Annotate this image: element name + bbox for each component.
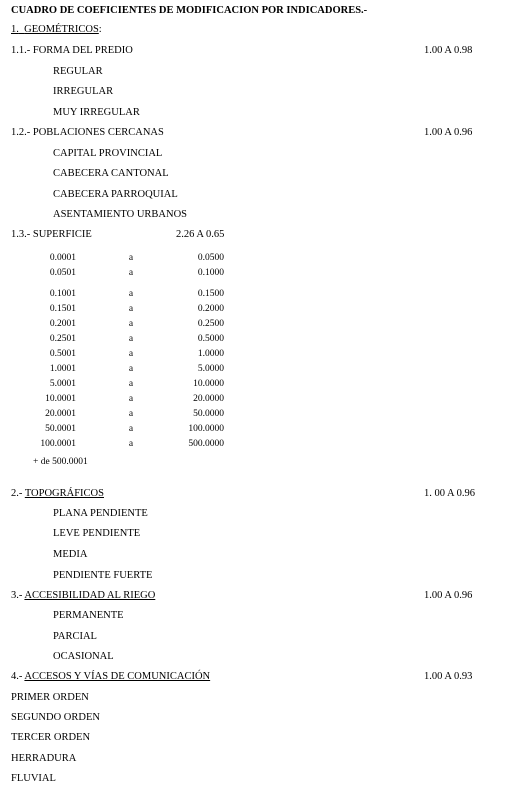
section-2-label: TOPOGRÁFICOS [24, 488, 104, 499]
range-separator: a [128, 253, 134, 263]
list-item: CABECERA PARROQUIAL [53, 189, 178, 200]
range-from: 20.0001 [45, 409, 76, 419]
table-row [0, 303, 260, 315]
subsection-1-2-heading: 1.2.- POBLACIONES CERCANAS [11, 127, 164, 138]
subsection-1-2-coef: 1.00 A 0.96 [424, 127, 473, 138]
list-item: PRIMER ORDEN [11, 692, 89, 703]
list-item: PARCIAL [53, 631, 97, 642]
section-3-heading [11, 590, 155, 602]
section-4-label: ACCESOS Y VÍAS DE COMUNICACIÓN [24, 671, 211, 682]
table-row [0, 288, 260, 300]
range-last: + de 500.0001 [33, 457, 88, 467]
list-item: PERMANENTE [53, 610, 124, 621]
range-separator: a [128, 394, 134, 404]
range-from: 0.0001 [49, 253, 76, 263]
list-item: FLUVIAL [11, 773, 56, 784]
range-to: 100.0000 [188, 424, 224, 434]
list-item: CABECERA CANTONAL [53, 168, 169, 179]
range-to: 500.0000 [188, 439, 224, 449]
subsection-1-3-coef: 2.26 A 0.65 [176, 229, 225, 240]
range-to: 0.1500 [197, 289, 224, 299]
range-from: 0.1001 [49, 289, 76, 299]
list-item: IRREGULAR [53, 86, 114, 97]
range-separator: a [128, 334, 134, 344]
range-to: 0.1000 [197, 268, 224, 278]
list-item: PENDIENTE FUERTE [53, 570, 153, 581]
range-separator: a [128, 349, 134, 359]
list-item: MEDIA [53, 549, 88, 560]
table-row [0, 333, 260, 345]
range-separator: a [128, 409, 134, 419]
list-item: CAPITAL PROVINCIAL [53, 148, 163, 159]
subsection-1-3-heading: 1.3.- SUPERFICIE [11, 229, 92, 240]
section-2-coef: 1. 00 A 0.96 [424, 488, 476, 499]
range-separator: a [128, 319, 134, 329]
section-4-coef: 1.00 A 0.93 [424, 671, 473, 682]
range-to: 0.0500 [197, 253, 224, 263]
list-item: SEGUNDO ORDEN [11, 712, 100, 723]
section-3-number: 3.- [11, 590, 23, 601]
section-4-number: 4.- [11, 671, 23, 682]
list-item: PLANA PENDIENTE [53, 508, 148, 519]
list-item: TERCER ORDEN [11, 732, 91, 743]
table-row [0, 267, 260, 279]
range-from: 100.0001 [40, 439, 76, 449]
range-separator: a [128, 268, 134, 278]
range-to: 0.5000 [197, 334, 224, 344]
range-to: 20.0000 [193, 394, 224, 404]
table-row [0, 393, 260, 405]
range-from: 0.0501 [49, 268, 76, 278]
range-separator: a [128, 424, 134, 434]
range-from: 0.5001 [49, 349, 76, 359]
subsection-1-1-heading: 1.1.- FORMA DEL PREDIO [11, 45, 133, 56]
range-from: 50.0001 [45, 424, 76, 434]
list-item: OCASIONAL [53, 651, 114, 662]
range-to: 50.0000 [193, 409, 224, 419]
section-1-number: 1. [11, 24, 19, 35]
range-from: 0.2501 [49, 334, 76, 344]
table-row [0, 252, 260, 264]
table-row [0, 423, 260, 435]
section-1-heading [11, 24, 102, 36]
section-2-number: 2.- [11, 488, 23, 499]
table-row [0, 363, 260, 375]
section-3-label: ACCESIBILIDAD AL RIEGO [24, 590, 156, 601]
range-separator: a [128, 439, 134, 449]
table-row [0, 318, 260, 330]
section-2-heading [11, 488, 104, 500]
range-to: 0.2500 [197, 319, 224, 329]
table-row [0, 348, 260, 360]
list-item: REGULAR [53, 66, 103, 77]
range-separator: a [128, 379, 134, 389]
range-separator: a [128, 364, 134, 374]
range-from: 5.0001 [49, 379, 76, 389]
range-to: 0.2000 [197, 304, 224, 314]
table-row [0, 438, 260, 450]
document-title: CUADRO DE COEFICIENTES DE MODIFICACION POR INDICADORES.- [11, 5, 368, 16]
range-from: 0.2001 [49, 319, 76, 329]
range-separator: a [128, 304, 134, 314]
range-separator: a [128, 289, 134, 299]
range-from: 10.0001 [45, 394, 76, 404]
range-to: 5.0000 [197, 364, 224, 374]
section-1-suffix: : [98, 24, 102, 35]
section-4-heading [11, 671, 210, 683]
range-to: 10.0000 [193, 379, 224, 389]
range-to: 1.0000 [197, 349, 224, 359]
range-from: 0.1501 [49, 304, 76, 314]
list-item: ASENTAMIENTO URBANOS [53, 209, 188, 220]
list-item: LEVE PENDIENTE [53, 528, 141, 539]
list-item: MUY IRREGULAR [53, 107, 140, 118]
subsection-1-1-coef: 1.00 A 0.98 [424, 45, 473, 56]
table-row [0, 408, 260, 420]
section-1-label: GEOMÉTRICOS [24, 24, 99, 35]
table-row [0, 378, 260, 390]
section-3-coef: 1.00 A 0.96 [424, 590, 473, 601]
list-item: HERRADURA [11, 753, 77, 764]
range-from: 1.0001 [49, 364, 76, 374]
